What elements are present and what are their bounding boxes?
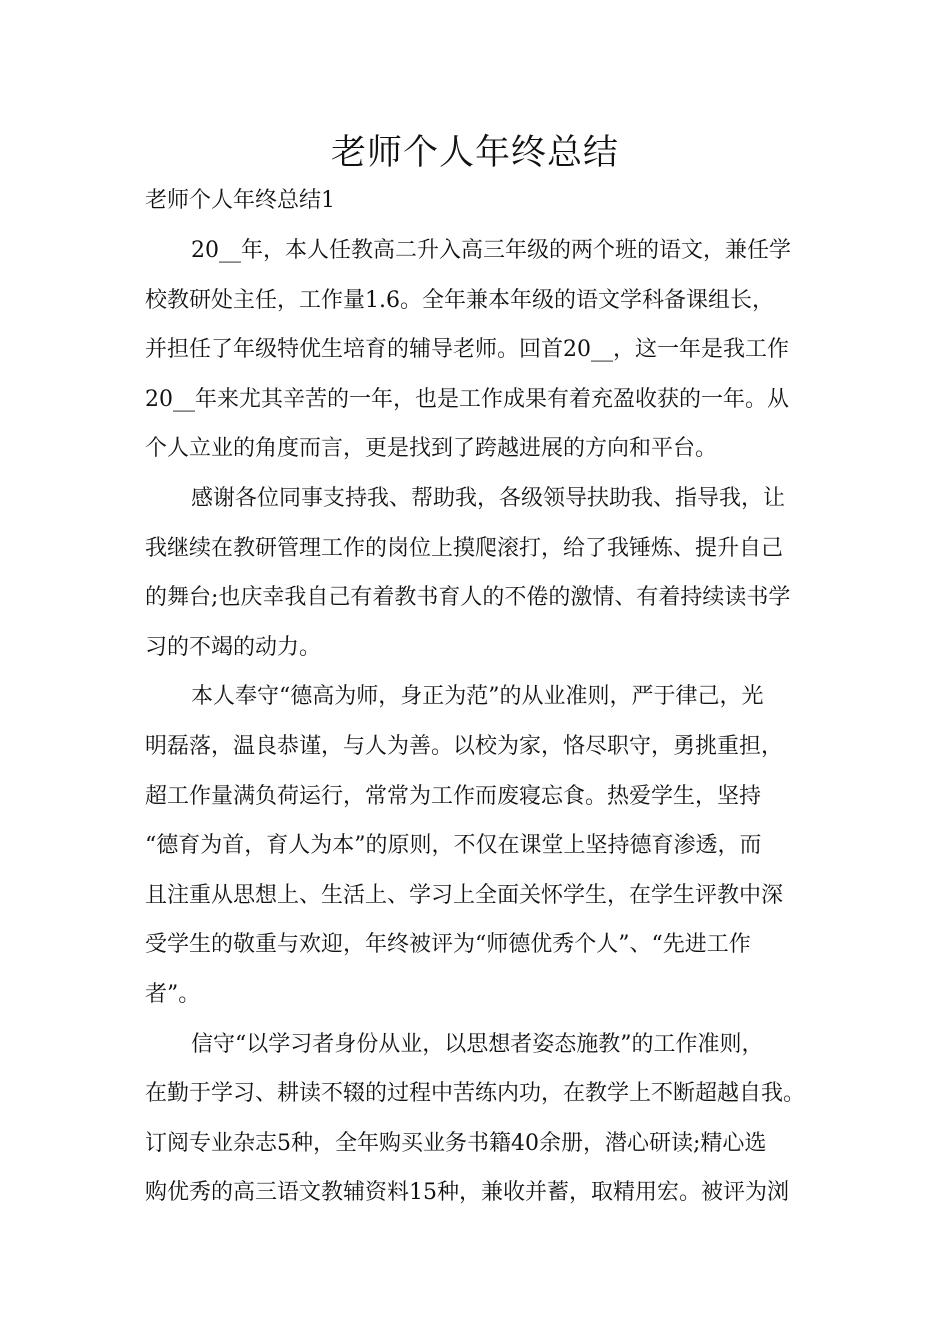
paragraph-line: 并担任了年级特优生培育的辅导老师。回首20__，这一年是我工作 — [145, 337, 789, 363]
paragraph-line: 的舞台;也庆幸我自己有着教书育人的不倦的激情、有着持续读书学 — [145, 585, 791, 611]
paragraph-line: 20__年，本人任教高二升入高三年级的两个班的语文，兼任学 — [191, 238, 791, 263]
paragraph-line: 校教研处主任，工作量1.6。全年兼本年级的语文学科备课组长， — [145, 287, 774, 313]
paragraph-line: 在勤于学习、耕读不辍的过程中苦练内功，在教学上不断超越自我。 — [145, 1081, 806, 1107]
paragraph-line: 且注重从思想上、生活上、学习上全面关怀学生，在学生评教中深 — [145, 882, 784, 908]
paragraph-line: 信守“以学习者身份从业，以思想者姿态施教”的工作准则， — [191, 1031, 764, 1057]
paragraph-line: 明磊落，温良恭谨，与人为善。以校为家，恪尽职守，勇挑重担， — [145, 733, 784, 759]
paragraph-line: “德育为首，育人为本”的原则，不仅在课堂上坚持德育渗透，而 — [145, 833, 762, 859]
document-title: 老师个人年终总结 — [330, 133, 619, 173]
paragraph-1 — [145, 226, 813, 474]
paragraph-4 — [145, 1020, 813, 1218]
paragraph-line: 者”。 — [145, 981, 201, 1007]
paragraph-line: 购优秀的高三语文教辅资料15种，兼收并蓄，取精用宏。被评为浏 — [145, 1180, 789, 1206]
paragraph-line: 20__年来尤其辛苦的一年，也是工作成果有着充盈收获的一年。从 — [145, 386, 789, 412]
paragraph-line: 习的不竭的动力。 — [145, 634, 322, 660]
paragraph-line: 订阅专业杂志5种，全年购买业务书籍40余册，潜心研读;精心选 — [145, 1130, 767, 1156]
paragraph-2 — [145, 474, 813, 672]
paragraph-line: 受学生的敬重与欢迎，年终被评为“师德优秀个人”、“先进工作 — [145, 932, 751, 958]
paragraph-line: 本人奉守“德高为师，身正为范”的从业准则，严于律己，光 — [191, 684, 764, 710]
section-heading: 老师个人年终总结1 — [145, 188, 335, 213]
paragraph-line: 我继续在教研管理工作的岗位上摸爬滚打，给了我锤炼、提升自己 — [145, 535, 784, 561]
paragraph-3 — [145, 672, 813, 1019]
paragraph-line: 个人立业的角度而言，更是找到了跨越进展的方向和平台。 — [145, 436, 718, 462]
paragraph-line: 感谢各位同事支持我、帮助我，各级领导扶助我、指导我，让 — [191, 485, 786, 511]
document-body — [145, 226, 813, 1218]
paragraph-line: 超工作量满负荷运行，常常为工作而废寝忘食。热爱学生，坚持 — [145, 783, 762, 809]
